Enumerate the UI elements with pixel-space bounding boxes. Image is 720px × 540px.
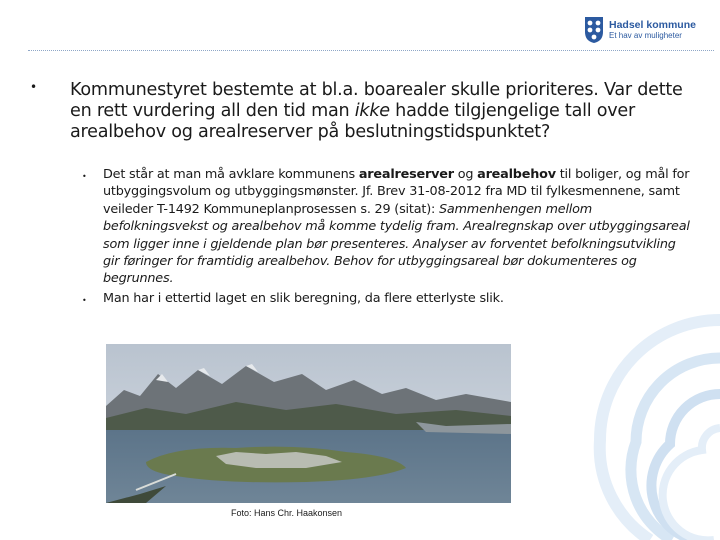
- logo-tagline: Et hav av muligheter: [609, 31, 682, 41]
- coat-of-arms-icon: [584, 16, 604, 44]
- term-arealreserver: arealreserver: [358, 167, 454, 182]
- term-arealbehov: arealbehov: [477, 167, 556, 182]
- emphasis: ikke: [354, 101, 390, 121]
- quote: Sammenhengen mellom befolkningsvekst og arealbehov må komme tydelig fram. Arealregnskap over utbyggingsareal som ligger inne i gjeldende plan bør presenteres. Analyser av forventet befolkningsutvikling gir føringer for framtidig arealbehov. Behov for utbyggingsareal bør dokumenteres og begrunnes.: [103, 201, 690, 287]
- photo-caption: Foto: Hans Chr. Haakonsen: [231, 508, 343, 518]
- header-divider: [28, 50, 714, 51]
- sub-bullet-2: •: [82, 296, 87, 305]
- sub-bullet-1: •: [82, 172, 87, 181]
- hadsel-logo: [584, 16, 696, 44]
- landscape-photo: [106, 344, 511, 503]
- main-point-text: Kommunestyret bestemte at bl.a. boarealer skulle prioriteres. Var dette en rett vurdering all den tid man ikke hadde tilgjengelige tall over arealbehov og arealreserver på beslutningstidspunktet?: [70, 80, 683, 142]
- decorative-arcs: [590, 310, 720, 540]
- main-bullet: •: [30, 80, 38, 94]
- logo-name: Hadsel kommune: [609, 18, 696, 31]
- sub-point-2-text: Man har i ettertid laget en slik beregning, da flere etterlyste slik.: [103, 291, 504, 306]
- sub-point-1-text: Det står at man må avklare kommunens arealreserver og arealbehov til boliger, og mål for utbyggingsvolum og utbyggingsmønster. Jf. Brev 31-08-2012 fra MD til fylkesmennene, samt veileder T-1492 Kommuneplanprosessen s. 29 (sitat): Sammenhengen mellom befolkningsvekst og arealbehov må komme tydelig fram. Arealregnskap over utbyggingsareal som ligger inne i gjeldende plan bør presenteres. Analyser av forventet befolkningsutvikling gir føringer for framtidig arealbehov. Behov for utbyggingsareal bør dokumenteres og begrunnes.: [103, 167, 690, 287]
